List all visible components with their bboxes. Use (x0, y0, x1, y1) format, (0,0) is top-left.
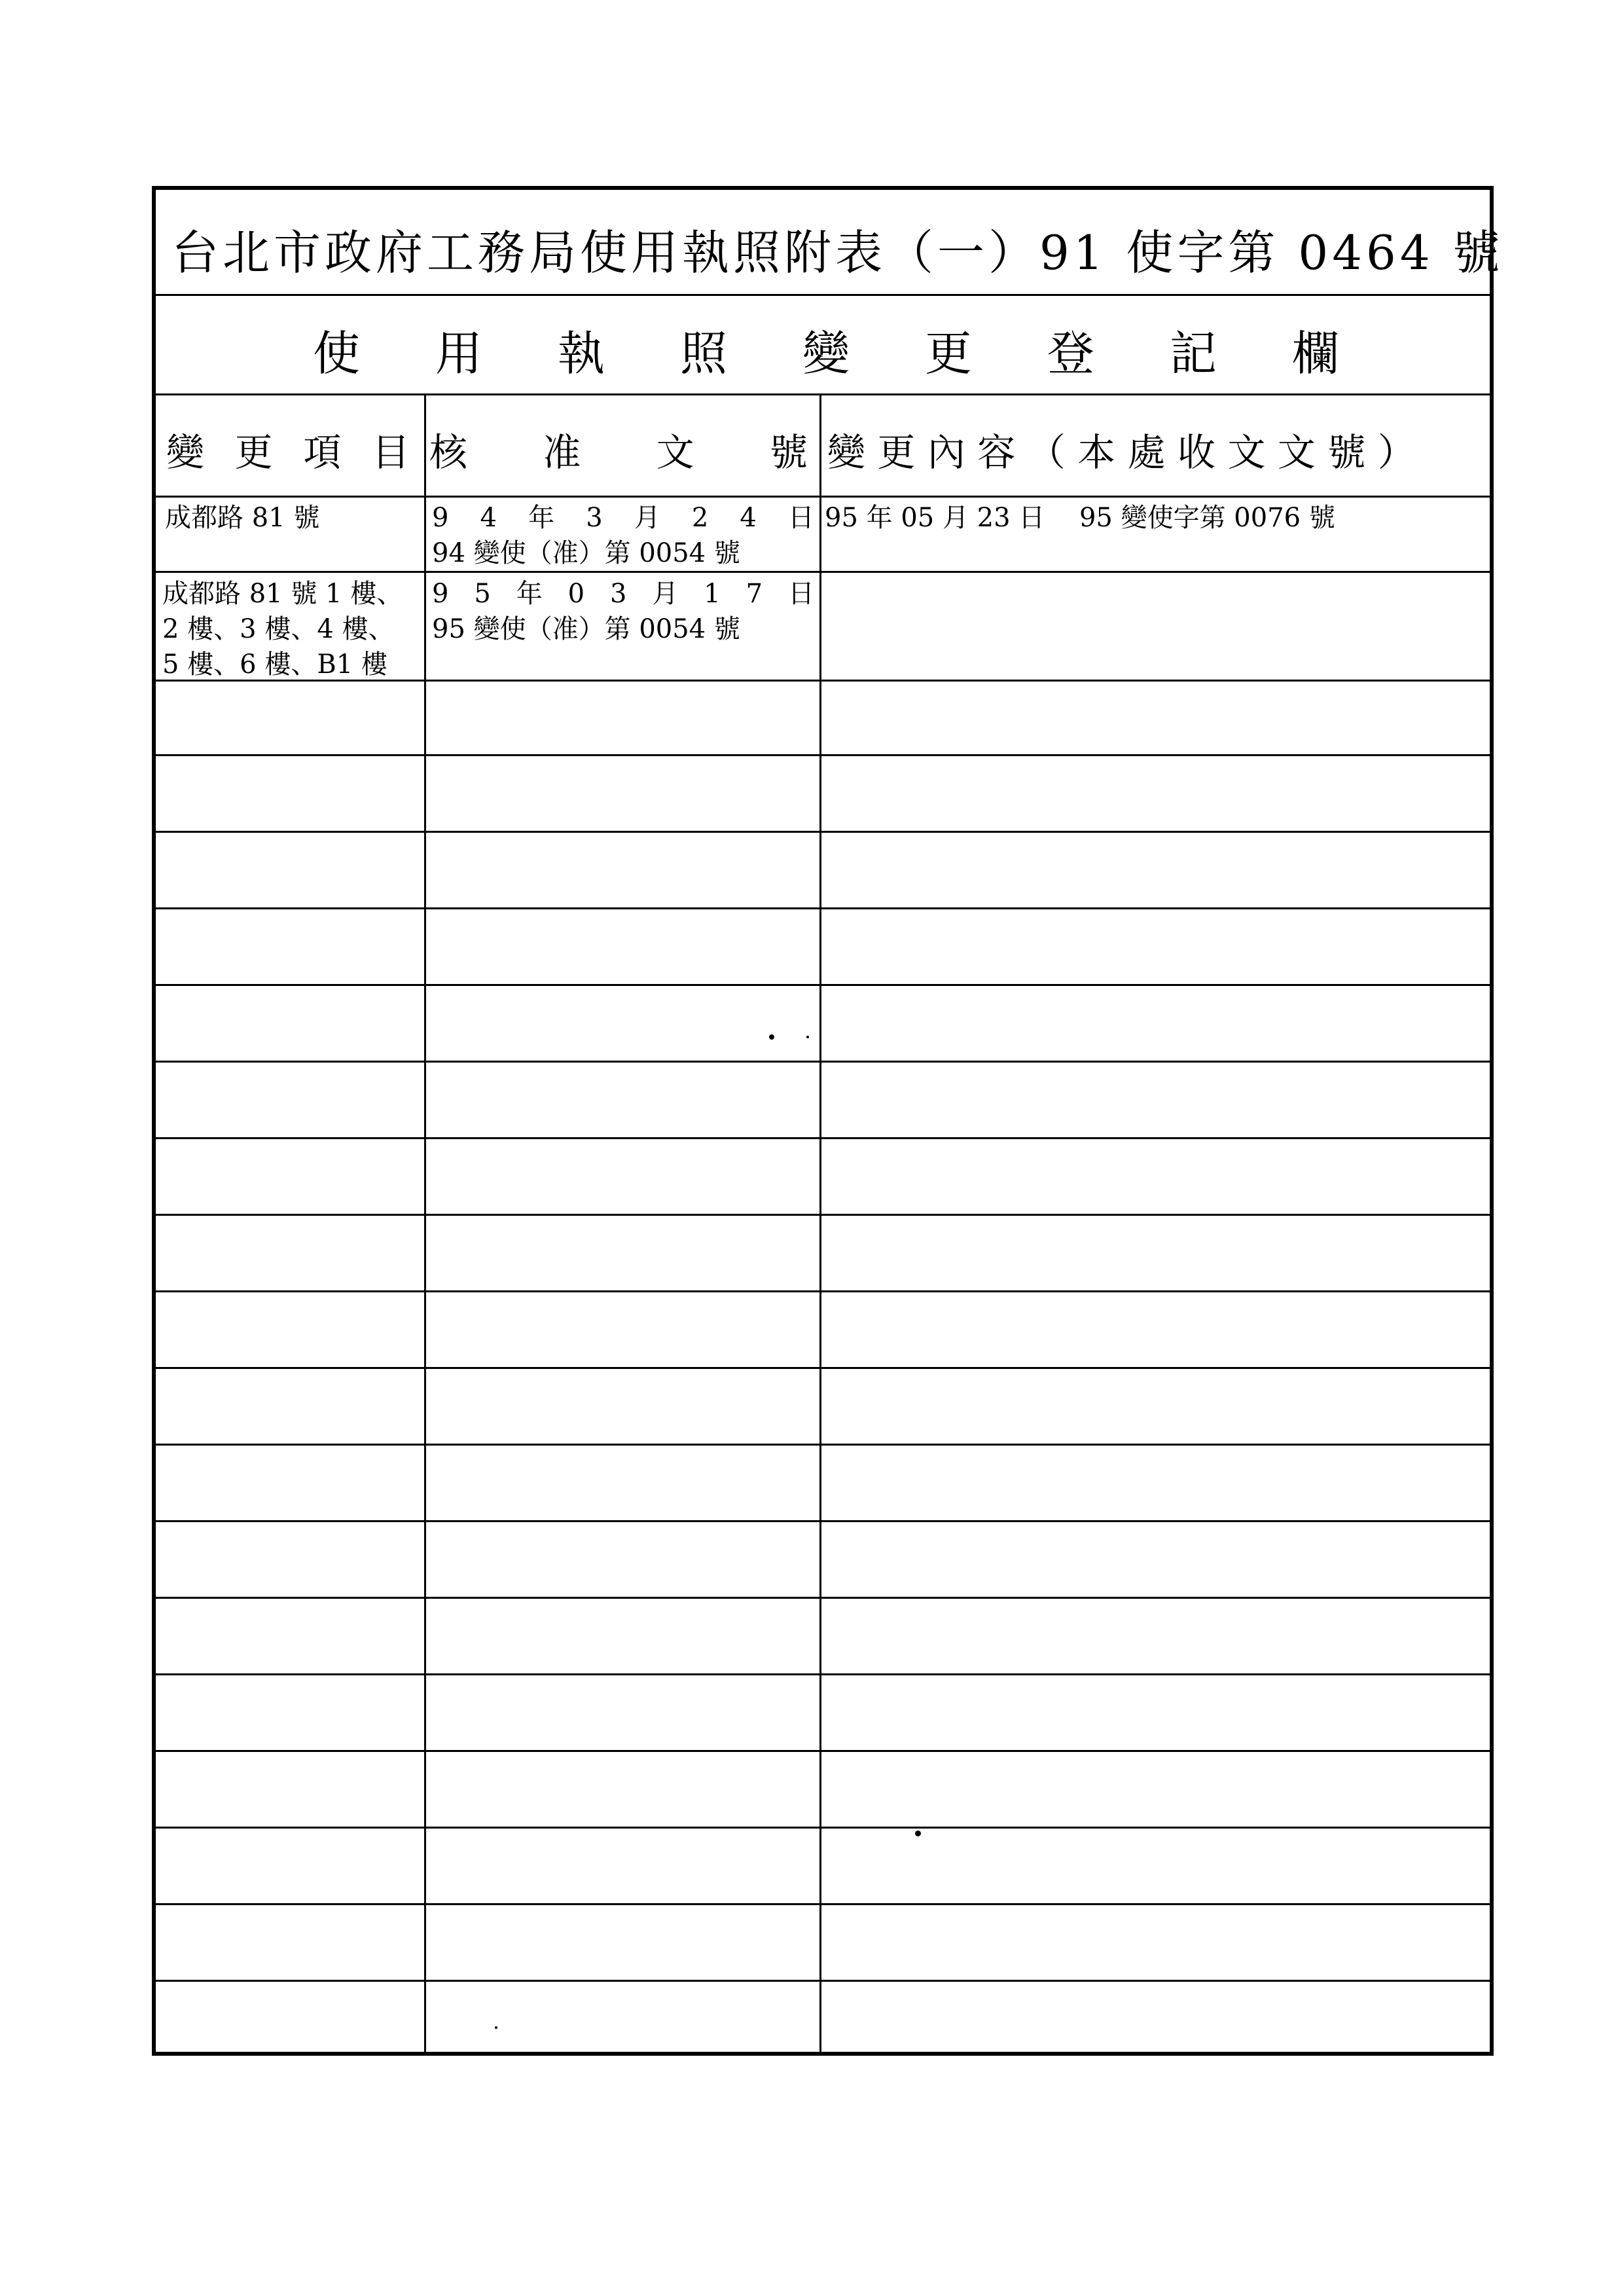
row-divider (156, 571, 1490, 573)
row-divider (156, 1214, 1490, 1216)
row-divider (156, 1673, 1490, 1675)
scan-speck (806, 1036, 809, 1038)
row1-approval-number: 94 變使（准）第 0054 號 (432, 538, 740, 568)
section-title-row (156, 296, 1490, 395)
row2-item-line3: 5 樓、6 樓、B1 樓 (162, 649, 387, 680)
row2-item-line1: 成都路 81 號 1 樓、 (162, 579, 403, 609)
scan-speck (769, 1034, 774, 1040)
header-change-item: 變 更 項 目 (166, 430, 410, 475)
row-divider (156, 831, 1490, 833)
scan-speck (915, 1831, 921, 1836)
row-divider (156, 1290, 1490, 1292)
row2-item-line2: 2 樓、3 樓、4 樓、 (162, 614, 395, 644)
row-divider (156, 1367, 1490, 1369)
section-title: 使 用 執 照 變 更 登 記 欄 (313, 326, 1339, 381)
form-title: 台北市政府工務局使用執照附表（一）91 使字第 0464 號 (171, 225, 1504, 280)
row-divider (156, 984, 1490, 986)
row-divider (156, 1061, 1490, 1063)
row2-approval-date: 9 5 年 0 3 月 1 7 日 (432, 579, 814, 609)
row-divider (156, 1520, 1490, 1522)
header-change-content: 變 更 內 容 （ 本 處 收 文 文 號 ） (827, 430, 1416, 475)
row-divider (156, 1444, 1490, 1446)
column-header-row (156, 395, 1490, 498)
scan-speck (495, 2026, 497, 2029)
change-registration-form (152, 186, 1504, 2056)
row1-content: 95 年 05 月 23 日 95 變使字第 0076 號 (825, 503, 1335, 533)
column-divider (819, 395, 821, 2052)
row-divider (156, 907, 1490, 909)
column-divider (424, 395, 426, 2052)
row2-approval-number: 95 變使（准）第 0054 號 (432, 614, 740, 644)
row1-item: 成都路 81 號 (165, 503, 320, 533)
row-divider (156, 1903, 1490, 1905)
row-divider (156, 1980, 1490, 1982)
row-divider (156, 1597, 1490, 1599)
row-divider (156, 1137, 1490, 1139)
row-divider (156, 754, 1490, 756)
row1-approval-date: 9 4 年 3 月 2 4 日 (432, 503, 814, 533)
header-approval-number: 核 准 文 號 (429, 430, 808, 475)
form-title-row (156, 190, 1504, 296)
row-divider (156, 1750, 1490, 1752)
row-divider (156, 1827, 1490, 1829)
